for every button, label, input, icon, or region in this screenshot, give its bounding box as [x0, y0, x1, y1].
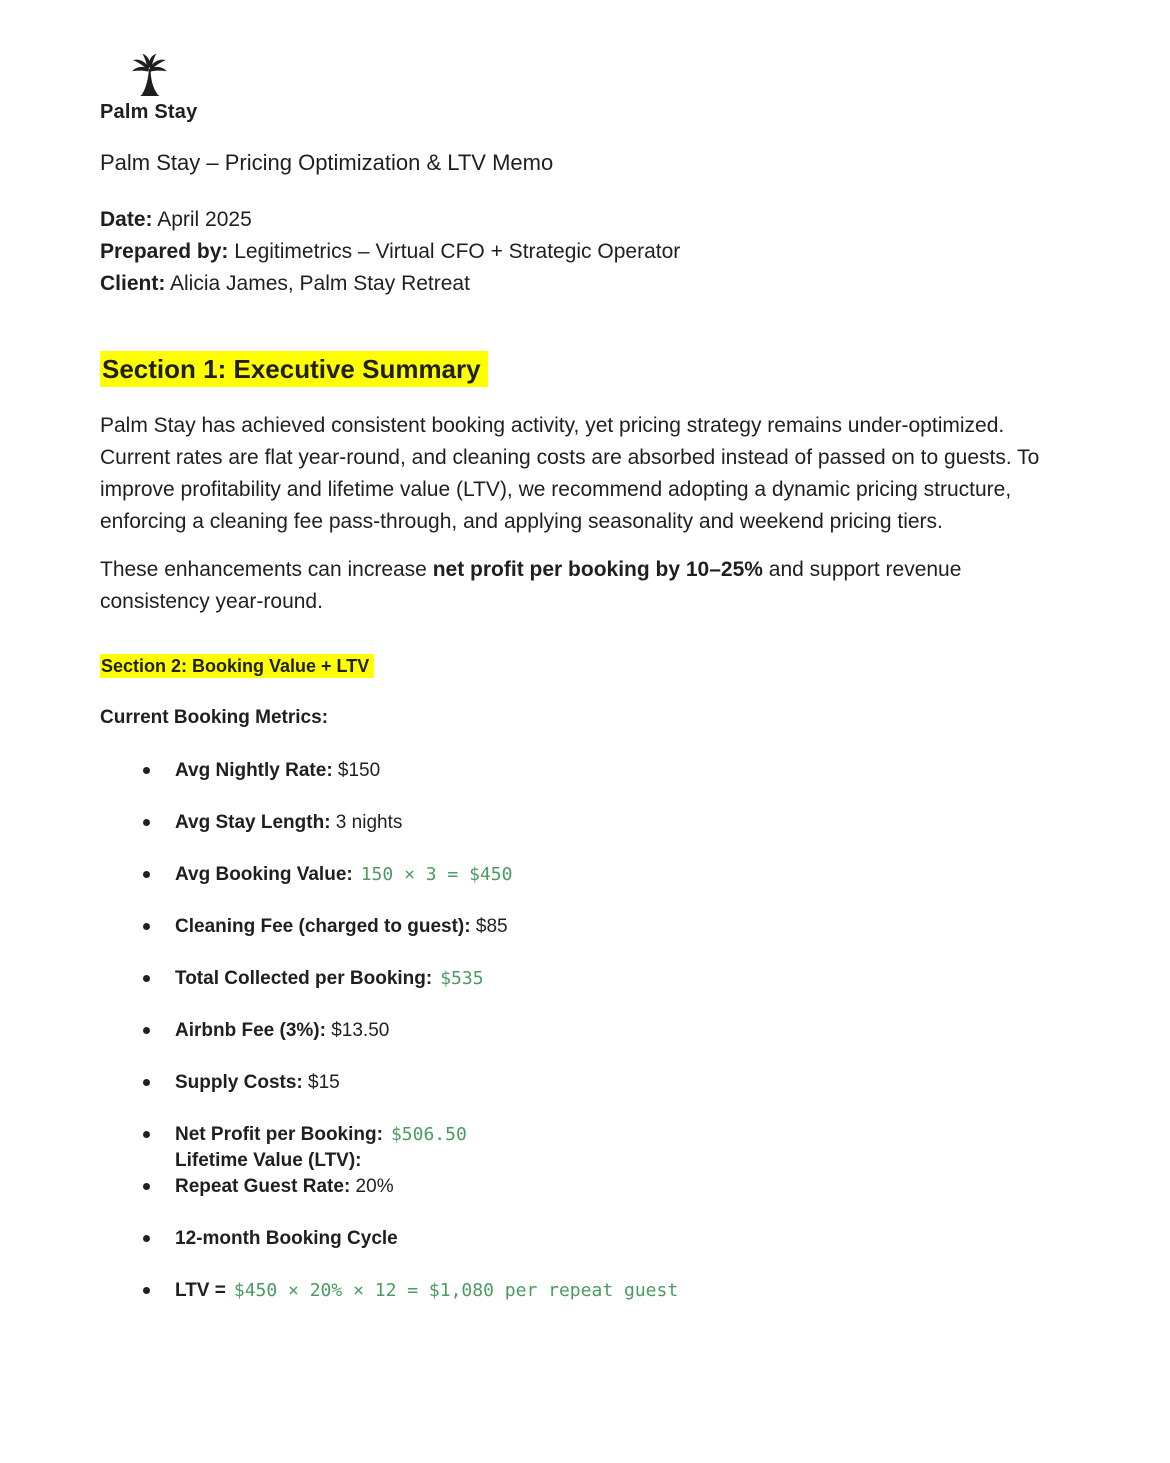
metric-value: 3 nights — [330, 812, 403, 833]
meta-client-label: Client: — [100, 272, 166, 295]
current-booking-metrics-subheading: Current Booking Metrics: — [100, 707, 329, 728]
metric-item — [100, 966, 1070, 992]
metric-label: Net Profit per Booking: — [175, 1124, 383, 1145]
metric-item — [100, 862, 1070, 888]
palm-stay-logo — [100, 52, 197, 124]
section1-heading-highlight: Section 1: Executive Summary — [100, 351, 488, 387]
metric-label: Avg Stay Length: — [175, 812, 331, 833]
enhancements-paragraph — [100, 554, 1070, 618]
metric-item — [100, 1070, 1070, 1096]
metrics-list — [100, 758, 1070, 1304]
metric-value: $85 — [470, 916, 508, 937]
metric-label: Cleaning Fee (charged to guest): — [175, 916, 471, 937]
meta-date-value: April 2025 — [152, 208, 252, 231]
metric-label: Repeat Guest Rate: — [175, 1176, 351, 1197]
metric-item — [100, 1018, 1070, 1044]
section1-heading — [100, 352, 1070, 386]
logo-brand-text: Palm Stay — [100, 101, 198, 123]
metric-value: $506.50 — [390, 1124, 467, 1145]
metric-item — [100, 1226, 1070, 1252]
metric-label: Avg Nightly Rate: — [175, 760, 333, 781]
metric-label: LTV = — [175, 1280, 226, 1301]
palm-tree-icon — [125, 52, 173, 100]
metric-item — [100, 810, 1070, 836]
metric-value: 150 × 3 = $450 — [360, 864, 513, 885]
metric-item — [100, 1174, 1070, 1200]
meta-block — [100, 204, 1070, 300]
metric-label: Airbnb Fee (3%): — [175, 1020, 326, 1041]
metric-value: $535 — [440, 968, 484, 989]
metric-item — [100, 914, 1070, 940]
executive-summary-paragraph: Palm Stay has achieved consistent booking activity, yet pricing strategy remains under-optimized. Current rates are flat year-round, and cleaning costs are absorbed instead of passed on to guests. To improve profitability and lifetime value (LTV), we recommend adopting a dynamic pricing structure, enforcing a cleaning fee pass-through, and applying seasonality and weekend pricing tiers. — [100, 414, 1040, 533]
metric-value: $13.50 — [325, 1020, 390, 1041]
document-title: Palm Stay – Pricing Optimization & LTV Memo — [100, 150, 554, 175]
section2-heading — [100, 654, 1070, 678]
metric-label: Total Collected per Booking: — [175, 968, 433, 989]
metric-item — [100, 1278, 1070, 1304]
metric-value: 20% — [350, 1176, 394, 1197]
metric-label: Avg Booking Value: — [175, 864, 353, 885]
meta-prepared-by — [100, 236, 1070, 268]
meta-prepared-by-label: Prepared by: — [100, 240, 229, 263]
enhancements-text-bold: net profit per booking by 10–25% — [432, 558, 763, 581]
meta-date-label: Date: — [100, 208, 153, 231]
meta-prepared-by-value: Legitimetrics – Virtual CFO + Strategic Operator — [228, 240, 681, 263]
metric-item — [100, 758, 1070, 784]
meta-client — [100, 268, 1070, 300]
meta-client-value: Alicia James, Palm Stay Retreat — [165, 272, 470, 295]
section2-heading-highlight: Section 2: Booking Value + LTV — [100, 654, 374, 678]
metric-label: Supply Costs: — [175, 1072, 303, 1093]
metric-item — [100, 1122, 1070, 1174]
meta-date — [100, 204, 1070, 236]
metric-line2: Lifetime Value (LTV): — [175, 1150, 362, 1171]
metric-value: $450 × 20% × 12 = $1,080 per repeat guest — [233, 1280, 679, 1301]
enhancements-text-pre: These enhancements can increase — [100, 558, 433, 581]
metric-value: $150 — [332, 760, 381, 781]
metric-value: $15 — [302, 1072, 340, 1093]
enhancements-text-post: and support revenue consistency year-round. — [100, 558, 962, 613]
metric-label: 12-month Booking Cycle — [175, 1228, 398, 1249]
